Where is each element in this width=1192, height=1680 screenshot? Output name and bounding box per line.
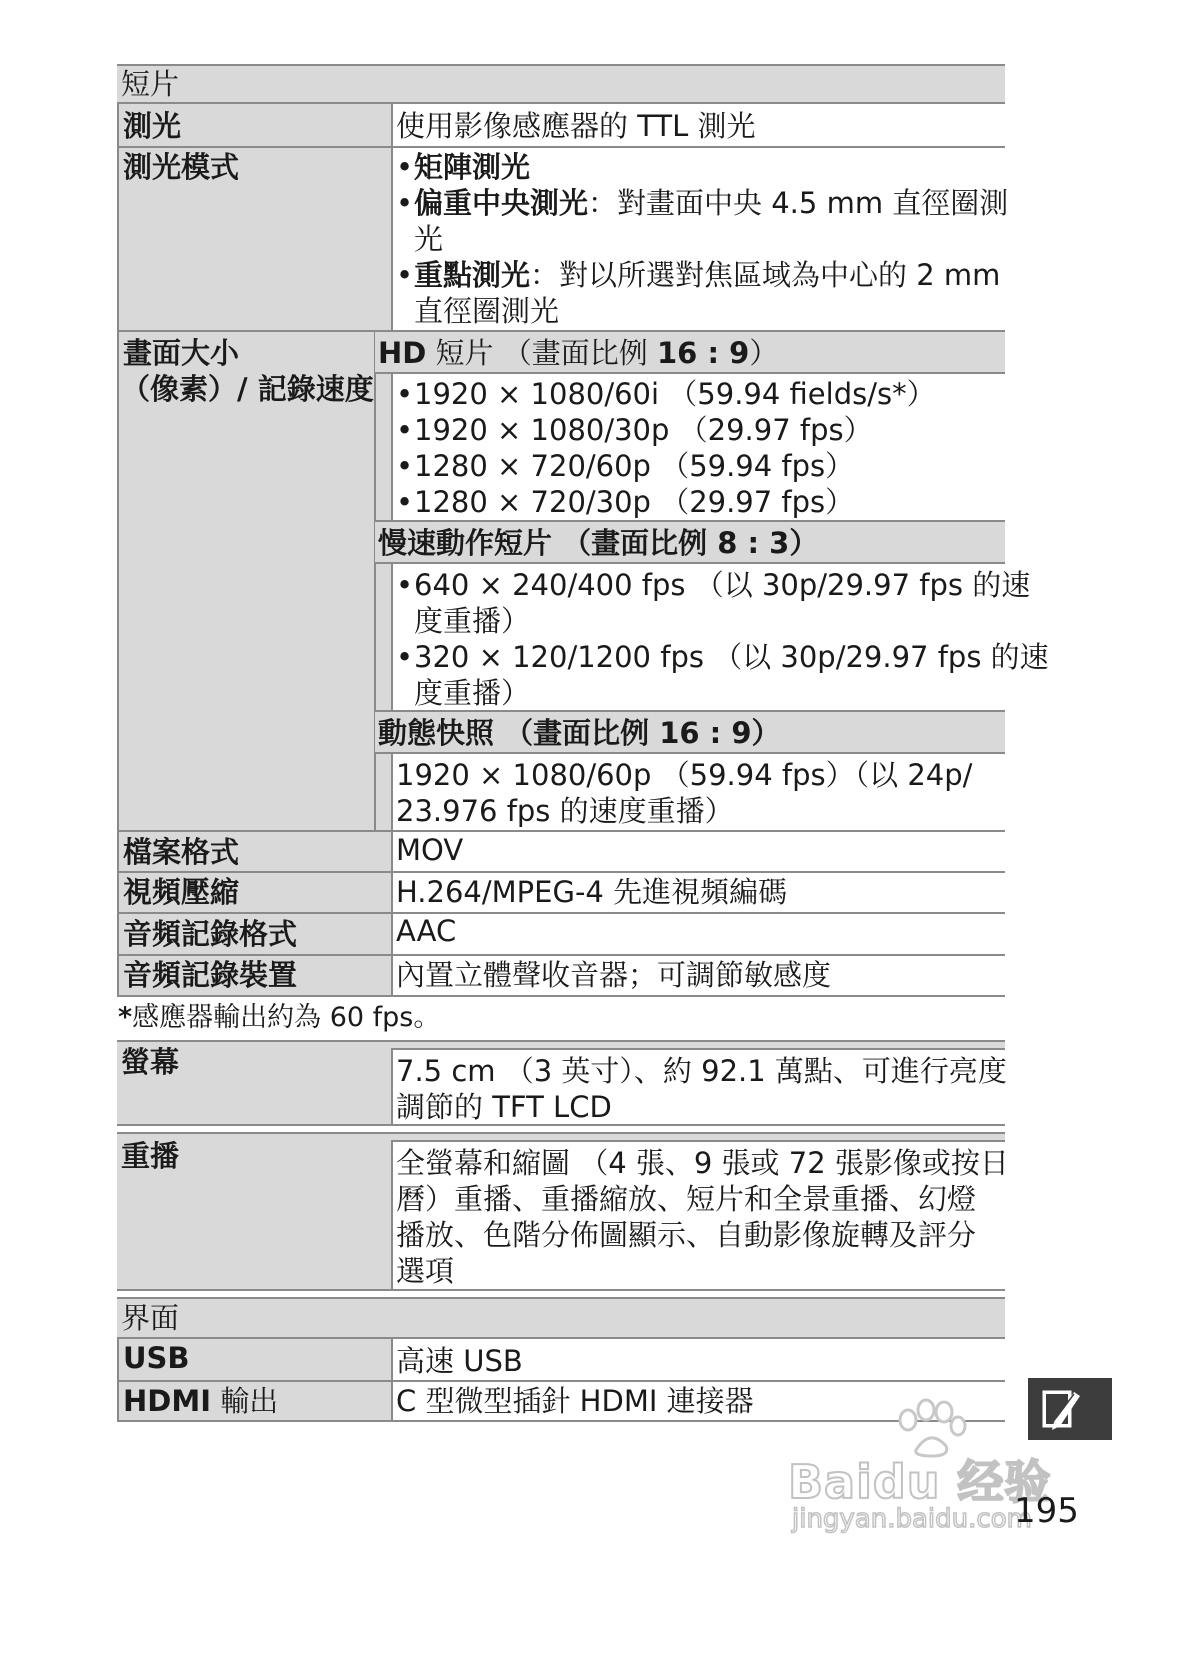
frame-size-label-2: （像素）/ 記錄速度 — [121, 372, 374, 406]
playback-label: 重播 — [121, 1139, 180, 1173]
center-weighted-metering: 偏重中央測光：對畫面中央 4.5 mm 直徑圈測 — [414, 186, 1009, 220]
usb-value: 高速 USB — [396, 1344, 523, 1378]
video-compression-value: H.264/MPEG-4 先進視頻編碼 — [396, 875, 788, 909]
metering-mode-label: 測光模式 — [123, 150, 240, 184]
interface-header: 界面 — [121, 1301, 180, 1335]
audio-format-value: AAC — [396, 914, 457, 948]
hd-item: 1920 × 1080/30p （29.97 fps） — [414, 413, 873, 447]
hd-item: 1280 × 720/60p （59.94 fps） — [414, 449, 855, 483]
metering-value: 使用影像感應器的 TTL 測光 — [396, 109, 756, 143]
motion-subheader-text: 動態快照 （畫面比例 16 : 9） — [378, 716, 781, 750]
hdmi-label: HDMI 輸出 — [123, 1384, 279, 1418]
audio-format-label: 音頻記錄格式 — [123, 917, 298, 951]
slow-item-cont: 度重播） — [414, 604, 531, 638]
footnote: *感應器輸出約為 60 fps。 — [118, 1002, 441, 1033]
bullet: • — [396, 150, 414, 184]
movie-header-bar — [117, 64, 1005, 104]
motion-value: 1920 × 1080/60p （59.94 fps）（以 24p/ — [396, 758, 973, 792]
spot-metering-cont: 直徑圈測光 — [414, 294, 560, 328]
bullet: • — [396, 186, 414, 220]
watermark-brand: Baidu 经验 — [788, 1455, 1052, 1509]
slow-subheader-text: 慢速動作短片 （畫面比例 8 : 3） — [378, 526, 819, 560]
playback-line: 播放、色階分佈圖顯示、自動影像旋轉及評分 — [396, 1218, 977, 1252]
playback-line: 曆）重播、重播縮放、短片和全景重播、幻燈 — [396, 1182, 977, 1216]
hd-item: 1920 × 1080/60i （59.94 fields/s*） — [414, 377, 936, 411]
audio-device-value: 內置立體聲收音器；可調節敏感度 — [396, 958, 832, 992]
frame-size-label: 畫面大小 — [123, 336, 240, 370]
interface-header-bar — [117, 1297, 1005, 1339]
movie-header: 短片 — [121, 67, 180, 101]
center-weighted-metering-cont: 光 — [414, 222, 444, 256]
watermark-url: jingyan.baidu.com — [792, 1504, 1032, 1534]
spot-metering: 重點測光：對以所選對焦區域為中心的 2 mm — [414, 258, 1001, 292]
slow-item: 320 × 120/1200 fps （以 30p/29.97 fps 的速 — [414, 640, 1049, 674]
file-format-value: MOV — [396, 833, 464, 867]
motion-value-cont: 23.976 fps 的速度重播） — [396, 794, 734, 828]
monitor-value-cont: 調節的 TFT LCD — [396, 1090, 612, 1124]
playback-line: 全螢幕和縮圖 （4 張、9 張或 72 張影像或按日 — [396, 1146, 1009, 1180]
file-format-label: 檔案格式 — [123, 835, 240, 869]
hdmi-value: C 型微型插針 HDMI 連接器 — [396, 1384, 754, 1418]
page-number: 195 — [1014, 1491, 1079, 1531]
playback-line: 選項 — [396, 1254, 455, 1288]
bullet: • — [396, 258, 414, 292]
matrix-metering: 矩陣測光 — [414, 150, 531, 184]
hd-subheader-text: HD 短片 （畫面比例 16 : 9） — [378, 336, 779, 370]
audio-device-label: 音頻記錄裝置 — [123, 958, 298, 992]
metering-label: 測光 — [123, 109, 182, 143]
monitor-value: 7.5 cm （3 英寸）、約 92.1 萬點、可進行亮度 — [396, 1054, 1007, 1088]
hd-item: 1280 × 720/30p （29.97 fps） — [414, 485, 855, 519]
slow-item: 640 × 240/400 fps （以 30p/29.97 fps 的速 — [414, 568, 1031, 602]
video-compression-label: 視頻壓縮 — [123, 875, 240, 909]
usb-label: USB — [123, 1341, 190, 1375]
monitor-label: 螢幕 — [121, 1045, 180, 1079]
slow-item-cont: 度重播） — [414, 676, 531, 710]
